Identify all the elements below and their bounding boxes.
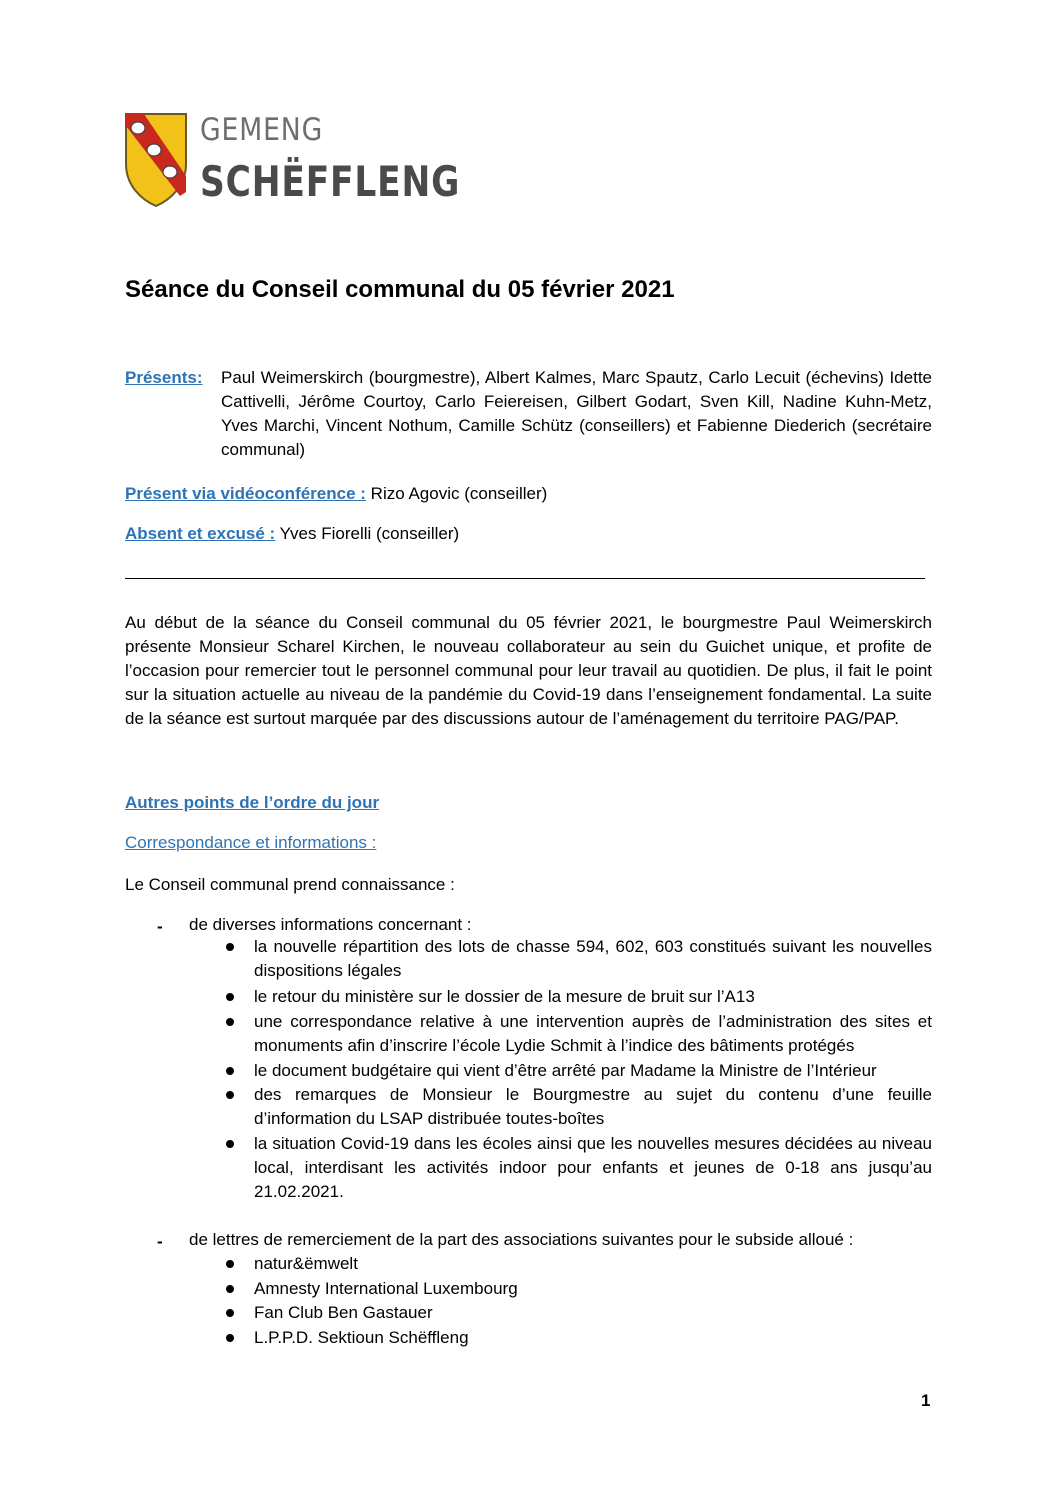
coat-of-arms-logo [124,112,190,208]
absent-text: Yves Fiorelli (conseiller) [275,524,460,543]
subsection-heading-correspondance: Correspondance et informations : [125,833,377,852]
list2-item: Fan Club Ben Gastauer [254,1303,433,1322]
videoconference-line [125,482,547,506]
presents-text: Paul Weimerskirch (bourgmestre), Albert Kalmes, Marc Spautz, Carlo Lecuit (échevins) Idette Cattivelli, Jérôme Courtoy, Carlo Feiereisen, Gilbert Godart, Sven Kill, Nadine Kuhn-Metz, Yves Marchi, Vincent Nothum, Camille Schütz (conseillers) et Fabienne Diederich (secrétaire communal) [221,368,932,459]
list2-item: natur&ëmwelt [254,1254,358,1273]
bullet-icon [226,1018,234,1026]
bullet-icon [226,943,234,951]
absent-label: Absent et excusé : [125,524,276,543]
bullet-icon [226,1067,234,1075]
list2-item: L.P.P.D. Sektioun Schëffleng [254,1328,469,1347]
videoconference-text: Rizo Agovic (conseiller) [365,484,548,503]
page-number: 1 [921,1391,931,1410]
videoconference-label: Présent via vidéoconférence : [125,484,366,503]
prend-connaissance-text: Le Conseil communal prend connaissance : [125,875,455,894]
bullet-icon [226,1091,234,1099]
list1-item: le retour du ministère sur le dossier de la mesure de bruit sur l’A13 [254,987,755,1006]
bullet-icon [226,1260,234,1268]
intro-paragraph: Au début de la séance du Conseil communal du 05 février 2021, le bourgmestre Paul Weimerskirch présente Monsieur Scharel Kirchen, le nouveau collaborateur au sein du Guichet unique, et profite de l’occasion pour remercier tout le personnel communal pour leur travail au quotidien. De plus, il fait le point sur la situation actuelle au niveau de la pandémie du Covid-19 dans l’enseignement fondamental. La suite de la séance est surtout marquée par des discussions autour de l’aménagement du territoire PAG/PAP. [125,613,932,728]
brand-line-1: GEMENG [200,112,324,148]
list1-item: le document budgétaire qui vient d’être arrêté par Madame la Ministre de l’Intérieur [254,1061,877,1080]
bullet-icon [226,1140,234,1148]
list2-intro: de lettres de remerciement de la part des associations suivantes pour le subside alloué : [189,1230,854,1249]
list1-intro: de diverses informations concernant : [189,915,472,934]
bullet-icon [226,993,234,1001]
bullet-icon [226,1309,234,1317]
dash-marker: - [157,917,163,936]
presents-label: Présents: [125,368,203,387]
list1-item: la situation Covid-19 dans les écoles ainsi que les nouvelles mesures décidées au niveau local, interdisant les activités indoor pour enfants et jeunes de 0-18 ans jusqu’au 21.02.2021. [254,1134,932,1201]
list1-item: une correspondance relative à une intervention auprès de l’administration des sites et monuments afin d’inscrire l’école Lydie Schmit à l’indice des bâtiments protégés [254,1012,932,1055]
bullet-icon [226,1334,234,1342]
page-title: Séance du Conseil communal du 05 février 2021 [125,276,675,303]
absent-line [125,522,459,546]
horizontal-rule [125,578,925,579]
list2-item: Amnesty International Luxembourg [254,1279,518,1298]
list1-item: des remarques de Monsieur le Bourgmestre au sujet du contenu d’une feuille d’information du LSAP distribuée toutes-boîtes [254,1085,932,1128]
list1-item: la nouvelle répartition des lots de chasse 594, 602, 603 constitués suivant les nouvelles dispositions légales [254,937,932,980]
dash-marker: - [157,1232,163,1251]
bullet-icon [226,1285,234,1293]
section-heading-autres-points: Autres points de l’ordre du jour [125,793,380,812]
brand-line-2: SCHËFFLENG [200,157,461,206]
